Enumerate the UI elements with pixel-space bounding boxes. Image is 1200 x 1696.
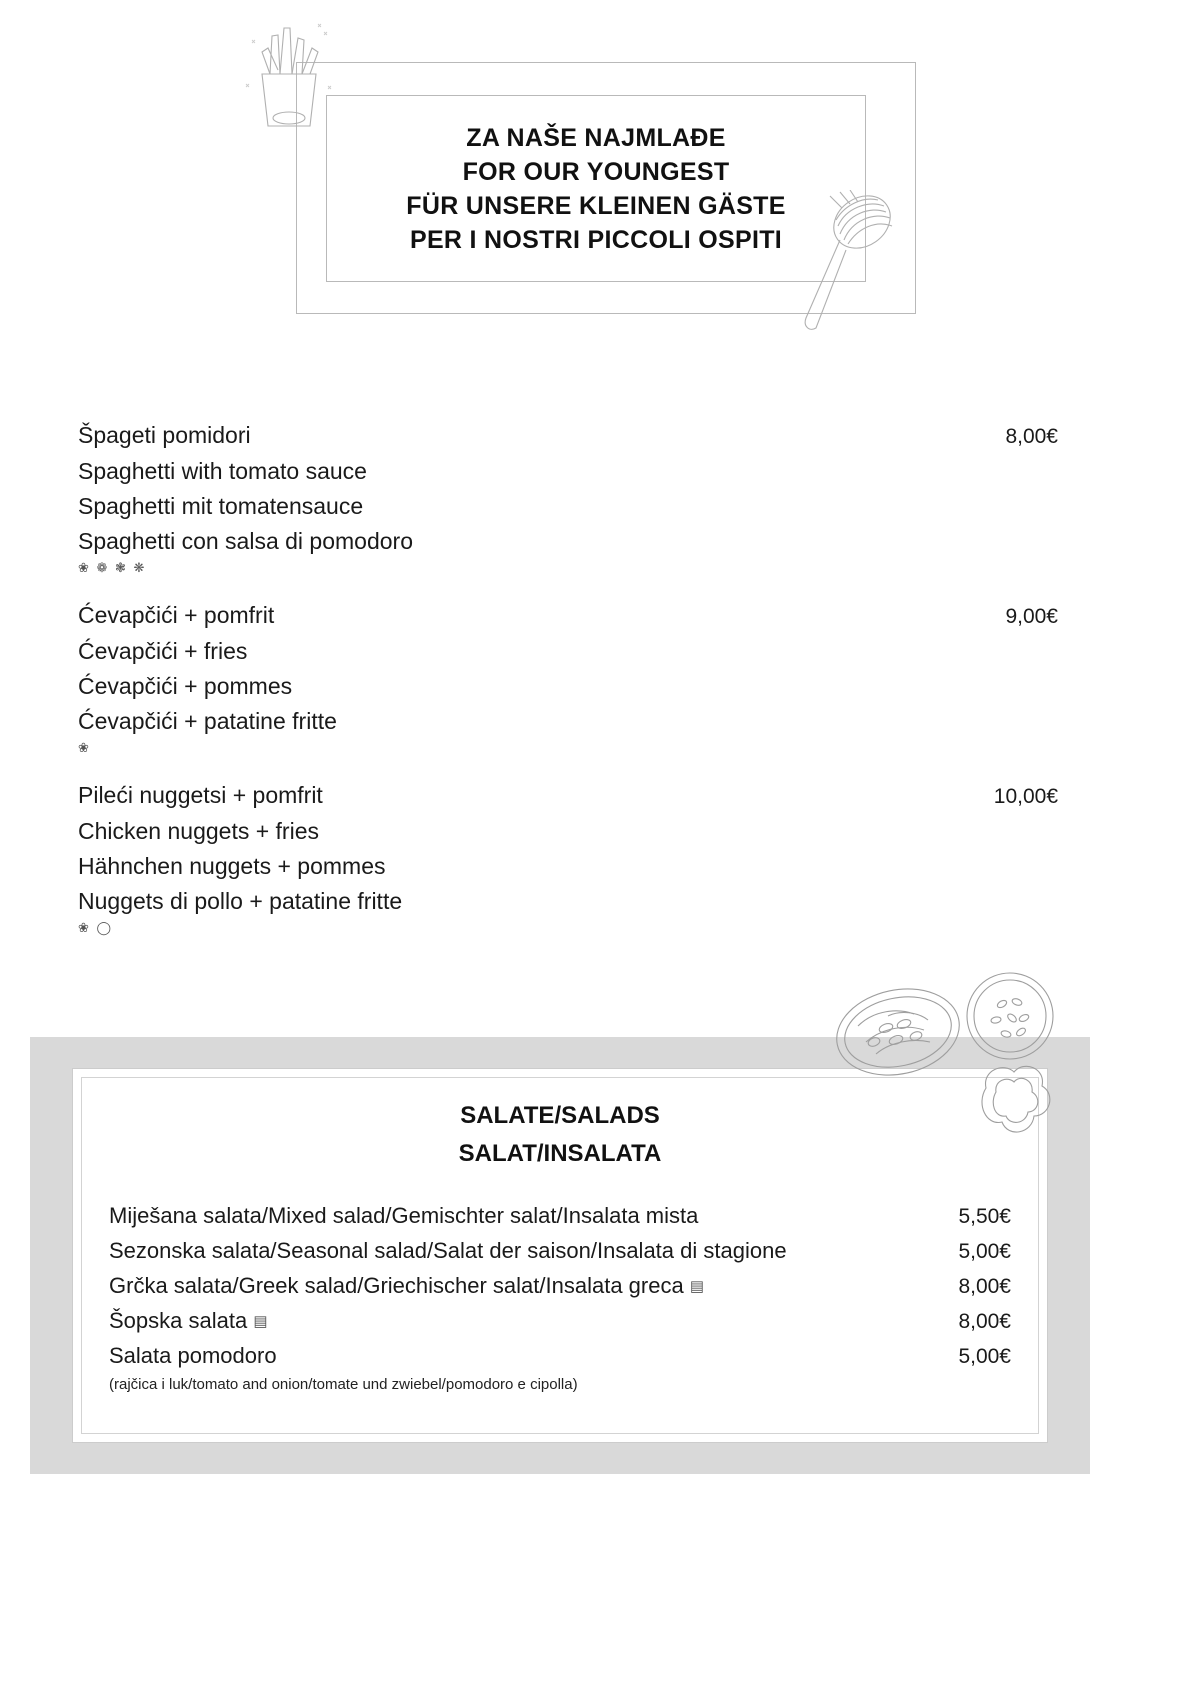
- kids-header-block: [296, 62, 916, 322]
- dish-translation-it: Nuggets di pollo + patatine fritte: [78, 888, 403, 914]
- salad-price: 5,00€: [958, 1345, 1011, 1368]
- menu-item: [78, 418, 1058, 576]
- header-title-line-2: FOR OUR YOUNGEST: [462, 157, 730, 186]
- dish-name: Ćevapčići + pomfrit: [78, 602, 275, 628]
- header-title-line-1: ZA NAŠE NAJMLAĐE: [466, 123, 726, 152]
- dish-translation-it: Ćevapčići + patatine fritte: [78, 708, 337, 734]
- dish-translation-en: Ćevapčići + fries: [78, 638, 248, 664]
- salad-name: Miješana salata/Mixed salad/Gemischter salat/Insalata mista: [109, 1203, 699, 1228]
- salad-name: Sezonska salata/Seasonal salad/Salat der saison/Insalata di stagione: [109, 1238, 787, 1263]
- allergen-glyph-icon: ▤: [253, 1313, 268, 1330]
- salad-name: Salata pomodoro: [109, 1343, 277, 1368]
- salad-note: (rajčica i luk/tomato and onion/tomate und zwiebel/pomodoro e cipolla): [109, 1376, 578, 1393]
- dish-translation-en: Spaghetti with tomato sauce: [78, 458, 367, 484]
- dish-price: 8,00€: [1005, 425, 1058, 448]
- allergen-icons: ❀: [78, 740, 91, 755]
- salad-panel-inner-border: [81, 1077, 1039, 1434]
- allergen-icons: ❀ ❁ ❃ ❋: [78, 560, 147, 575]
- dish-price: 10,00€: [993, 785, 1058, 808]
- dish-translation-de: Ćevapčići + pommes: [78, 673, 293, 699]
- dish-name: Špageti pomidori: [78, 422, 251, 448]
- salad-name-text: Grčka salata/Greek salad/Griechischer salat/Insalata greca: [109, 1273, 684, 1298]
- kids-menu-section: [78, 418, 1200, 958]
- salad-panel: [72, 1068, 1048, 1443]
- dish-translation-de: Spaghetti mit tomatensauce: [78, 493, 364, 519]
- menu-item: [78, 778, 1058, 936]
- salad-price: 5,00€: [958, 1240, 1011, 1263]
- allergen-glyph-icon: ▤: [689, 1278, 705, 1295]
- dish-translation-it: Spaghetti con salsa di pomodoro: [78, 528, 413, 554]
- dish-translation-en: Chicken nuggets + fries: [78, 818, 319, 844]
- salad-section-band: [30, 1037, 1090, 1474]
- salad-price: 5,50€: [958, 1205, 1011, 1228]
- dish-price: 9,00€: [1005, 605, 1058, 628]
- header-inner-frame: [326, 95, 866, 282]
- dish-translation-de: Hähnchen nuggets + pommes: [78, 853, 386, 879]
- salad-name-text: Šopska salata: [109, 1308, 248, 1333]
- salad-price: 8,00€: [958, 1275, 1011, 1298]
- header-title-line-4: PER I NOSTRI PICCOLI OSPITI: [409, 225, 783, 254]
- salad-price: 8,00€: [958, 1310, 1011, 1333]
- allergen-icons: ❀ ◯: [78, 920, 114, 935]
- dish-name: Pileći nuggetsi + pomfrit: [78, 782, 323, 808]
- salad-title-line-2: SALAT/INSALATA: [458, 1140, 662, 1167]
- menu-item: [78, 598, 1058, 756]
- salad-title-line-1: SALATE/SALADS: [460, 1102, 660, 1129]
- header-title-line-3: FÜR UNSERE KLEINEN GÄSTE: [406, 191, 786, 220]
